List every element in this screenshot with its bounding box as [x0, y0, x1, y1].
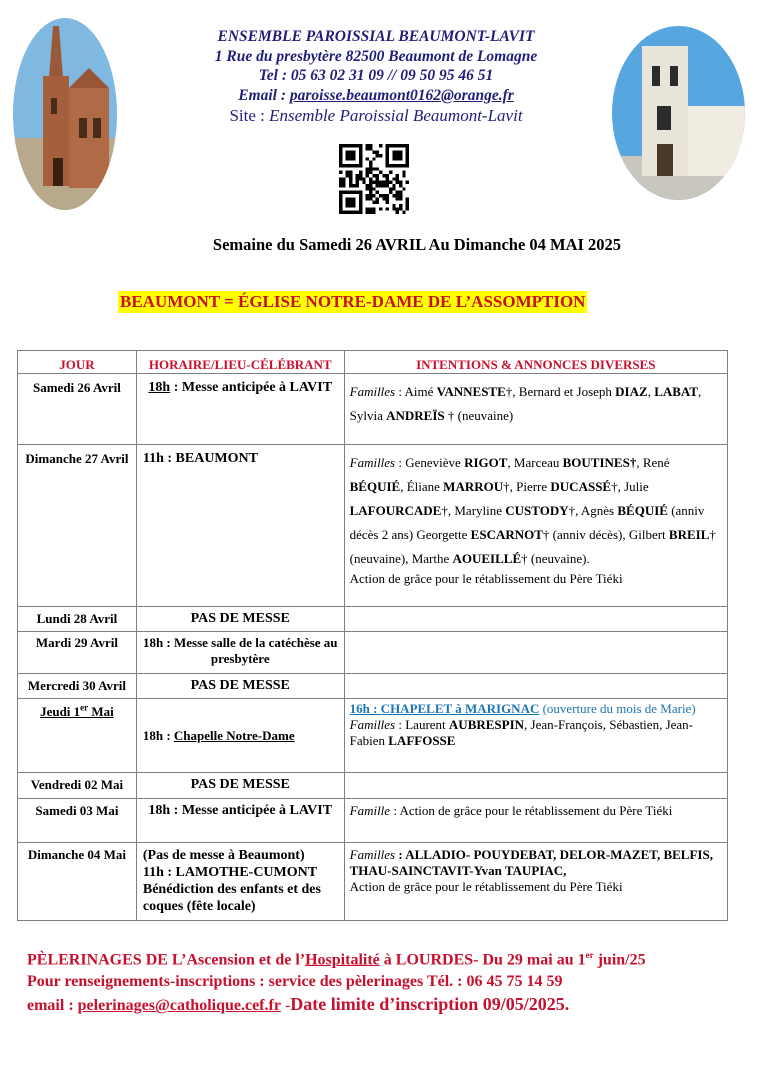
note-text: †, Julie [611, 479, 649, 494]
pilgrimage-line-3 [27, 993, 646, 1017]
pilgrimage-deadline: Date limite d’inscription 09/05/2025. [290, 994, 570, 1015]
time-line: 11h : LAMOTHE-CUMONT [142, 865, 318, 880]
family-name: AUBRESPIN [448, 717, 525, 732]
pilgrimage-text: PÈLERINAGES DE L’Ascension et de l’ [27, 951, 306, 969]
row-time: PAS DE MESSE [136, 773, 344, 799]
event-link[interactable]: 16h : CHAPELET à MARIGNAC [349, 701, 540, 716]
time-hour: 18h [148, 380, 171, 395]
row-day: Dimanche 27 Avril [18, 445, 137, 607]
email-link[interactable]: paroisse.beaumont0162@orange.fr [289, 86, 514, 104]
pilgrimage-text: à LOURDES- Du 29 mai au 1 [379, 951, 586, 969]
row-day: Mercredi 30 Avril [18, 674, 137, 699]
row-time [136, 374, 344, 445]
parish-phone: Tel : 05 63 02 31 09 // 09 50 95 46 51 [258, 67, 494, 84]
header-day: JOUR [18, 351, 137, 374]
families-label: Familles [349, 384, 396, 399]
pilgrimage-sup: er [585, 950, 594, 960]
family-names: : ALLADIO- POUYDEBAT, DELOR-MAZET, BELFIS, THAU-SAINCTAVIT-Yvan TAUPIAC, [349, 847, 713, 878]
table-row [18, 607, 728, 632]
row-intentions [344, 607, 727, 632]
note-text: † (neuvaine), Marthe [349, 527, 716, 566]
note-text: †, Maryline [441, 503, 506, 518]
parish-address: 1 Rue du presbytère 82500 Beaumont de Lomagne [214, 47, 538, 65]
row-day: Vendredi 02 Mai [18, 773, 137, 799]
pilgrimage-email-label: email : [27, 997, 78, 1015]
note-text: : Aimé [395, 384, 437, 399]
week-title [0, 235, 764, 255]
day-month: Mai [88, 704, 114, 720]
row-day: Dimanche 04 Mai [18, 843, 137, 921]
parish-header [150, 27, 602, 126]
row-time [136, 843, 344, 921]
row-intentions [344, 799, 727, 843]
parish-email-line [150, 86, 602, 106]
row-time: 18h : Messe salle de la catéchèse au presbytère [136, 632, 344, 674]
family-name: LABAT [654, 384, 699, 399]
table-row [18, 699, 728, 773]
note-text: † (neuvaine). [521, 551, 590, 566]
note-text: † (neuvaine) [444, 408, 514, 423]
table-row [18, 674, 728, 699]
pilgrimage-text: juin/25 [593, 951, 646, 969]
row-day: Samedi 03 Mai [18, 799, 137, 843]
header-time: HORAIRE/LIEU-CÉLÉBRANT [136, 351, 344, 374]
note-text: , Marceau [507, 455, 563, 470]
family-name: MARROU [443, 479, 504, 494]
family-name: CUSTODY [505, 503, 569, 518]
note-text: , René [636, 455, 670, 470]
row-time [136, 699, 344, 773]
row-intentions [344, 674, 727, 699]
pilgrimage-dash: - [280, 997, 291, 1015]
event-note: (ouverture du mois de Marie) [539, 701, 696, 716]
family-name: BOUTINES† [562, 455, 637, 470]
site-separator: : [255, 106, 270, 125]
church-photo-left [13, 18, 117, 210]
parish-site-line [150, 106, 602, 126]
site-label: Site [229, 106, 256, 125]
family-name: ANDREÏS [386, 408, 445, 423]
pilgrimage-line-2: Pour renseignements-inscriptions : service des pèlerinages Tél. : 06 45 75 14 59 [27, 973, 563, 991]
day-underlined [40, 704, 114, 719]
note-text: †, Bernard et Joseph [505, 384, 616, 399]
note-text: (anniv décès 2 ans) Georgette [349, 503, 705, 542]
note-text: , [647, 384, 655, 399]
family-name: DUCASSÉ [550, 479, 612, 494]
note-text: † (anniv décès), Gilbert [542, 527, 669, 542]
time-hour: 18h : [142, 727, 174, 743]
family-name: VANNESTE [436, 384, 506, 399]
note-text: †, Agnès [568, 503, 618, 518]
table-row [18, 773, 728, 799]
table-row [18, 374, 728, 445]
table-row [18, 445, 728, 607]
row-intentions [344, 445, 727, 607]
row-intentions [344, 632, 727, 674]
row-time: 11h : BEAUMONT [136, 445, 344, 607]
row-time: PAS DE MESSE [136, 607, 344, 632]
row-day: Samedi 26 Avril [18, 374, 137, 445]
note-text: , Éliane [400, 479, 444, 494]
church-title: BEAUMONT = ÉGLISE NOTRE-DAME DE L’ASSOMPTION [120, 292, 586, 311]
table-row [18, 632, 728, 674]
families-label: Famille [349, 803, 391, 818]
church-photo-right [612, 26, 745, 200]
table-header-row [18, 351, 728, 374]
table-row [18, 799, 728, 843]
note-text: , Sylvia [349, 384, 702, 423]
time-line: Bénédiction des enfants et des coques (fête locale) [142, 882, 321, 914]
table-row [18, 843, 728, 921]
qr-code-icon[interactable] [339, 144, 409, 214]
family-name: LAFFOSSE [388, 733, 456, 748]
time-detail: : Messe anticipée à LAVIT [170, 380, 333, 395]
note-text: : Geneviève [395, 455, 465, 470]
pilgrimage-line-1 [27, 944, 646, 971]
family-name: BREIL [668, 527, 710, 542]
pilgrimage-email-link[interactable]: pelerinages@catholique.cef.fr [77, 997, 281, 1015]
row-intentions [344, 773, 727, 799]
row-time: PAS DE MESSE [136, 674, 344, 699]
row-day [18, 699, 137, 773]
family-name: BÉQUIÉ [617, 503, 668, 518]
pilgrimage-notice [27, 944, 646, 1017]
row-time: 18h : Messe anticipée à LAVIT [136, 799, 344, 843]
week-title-text: Semaine du Samedi 26 AVRIL Au Dimanche 04 MAI 2025 [212, 235, 622, 254]
family-name: AOUEILLÉ [452, 551, 522, 566]
note-text: : Action de grâce pour le rétablissement du Père Tiéki [390, 803, 673, 818]
day-suffix: er [80, 703, 89, 713]
row-intentions [344, 843, 727, 921]
note-text: : Laurent [395, 717, 449, 732]
header-intentions: INTENTIONS & ANNONCES DIVERSES [344, 351, 727, 374]
note-text: †, Pierre [503, 479, 551, 494]
day-text: Jeudi 1 [40, 704, 81, 720]
row-intentions [344, 374, 727, 445]
families-label: Familles [349, 847, 396, 862]
note-line: Action de grâce pour le rétablissement du Père Tiéki [349, 571, 623, 586]
family-name: BÉQUIÉ [349, 479, 401, 494]
time-place: Chapelle Notre-Dame [173, 727, 295, 743]
schedule-table [17, 350, 728, 921]
families-label: Familles [349, 455, 396, 470]
row-day: Lundi 28 Avril [18, 607, 137, 632]
note-text: , Jean-François, Sébastien, Jean-Fabien [349, 717, 693, 748]
family-name: LAFOURCADE [349, 503, 442, 518]
family-name: RIGOT [464, 455, 508, 470]
pilgrimage-hospitality: Hospitalité [305, 951, 380, 969]
row-intentions [344, 699, 727, 773]
site-link[interactable]: Ensemble Paroissial Beaumont-Lavit [269, 106, 523, 125]
families-label: Familles [349, 717, 396, 732]
family-name: DIAZ [615, 384, 648, 399]
time-line: (Pas de messe à Beaumont) [142, 848, 305, 863]
parish-name: ENSEMBLE PAROISSIAL BEAUMONT-LAVIT [217, 28, 535, 45]
family-name: ESCARNOT [470, 527, 543, 542]
email-label: Email : [238, 86, 290, 104]
note-line: Action de grâce pour le rétablissement du Père Tiéki [349, 879, 623, 894]
row-day: Mardi 29 Avril [18, 632, 137, 674]
